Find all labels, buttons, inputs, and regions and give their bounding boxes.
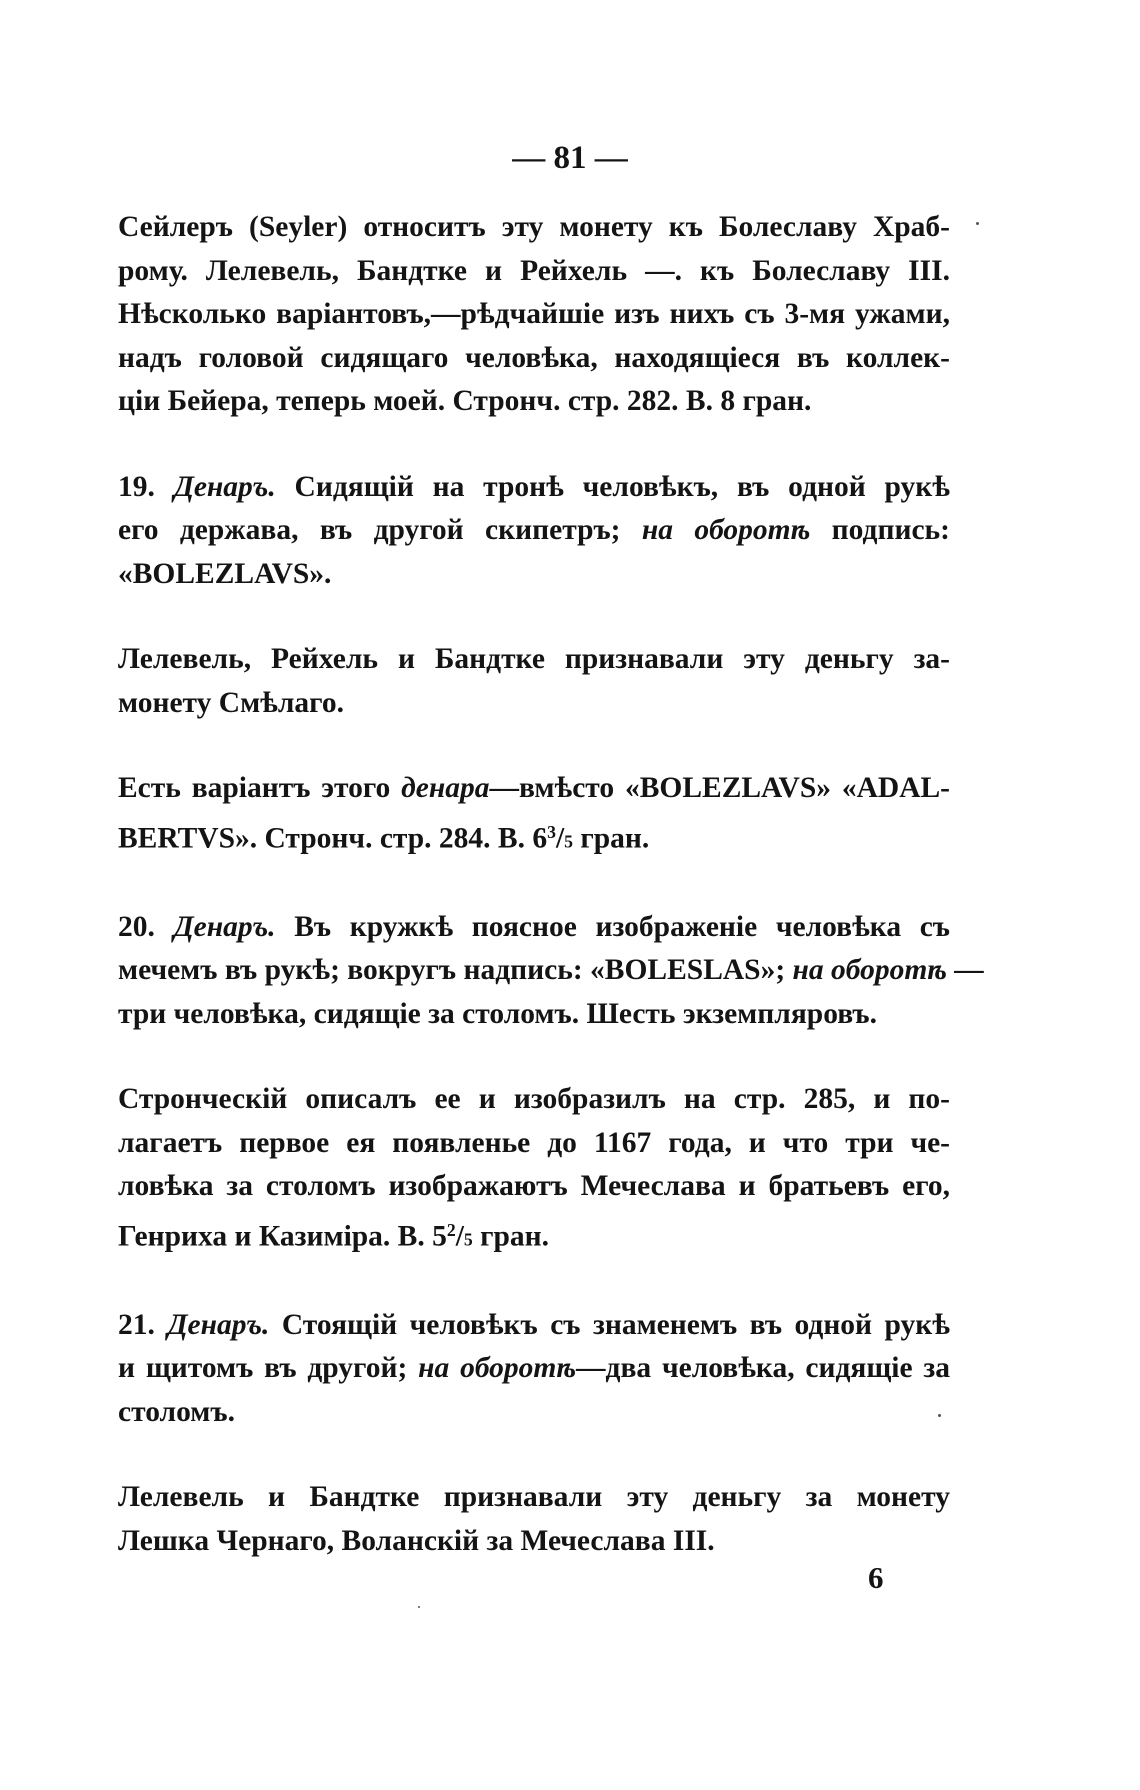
text-line: рому. Лелевель, Бандтке и Рейхель —. къ Болеславу III. [118,254,950,287]
paragraph-gap [118,1262,950,1304]
text-line: три человѣка, сидящіе за столомъ. Шесть экземпляровъ. [118,997,877,1030]
text-line: Есть варіантъ этого денара—вмѣсто «BOLEZLAVS» «ADAL- [118,772,951,804]
text-line: «BOLEZLAVS». [118,557,332,590]
italic-term: Денаръ. [173,910,276,943]
signature-mark: 6 [868,1560,884,1595]
text-line: 21. Денаръ. Стоящій человѣкъ съ знаменемъ въ одной рукѣ [118,1308,950,1341]
italic-term: Денаръ. [167,1308,270,1341]
paragraph [118,1078,950,1262]
paragraph-gap [118,1036,950,1078]
paragraph [118,906,984,1037]
paragraph-gap [118,725,950,767]
text-line: BERTVS». Стронч. стр. 284. В. $6^3/5$ гран. [118,821,650,855]
paragraph-gap [118,424,950,466]
print-speck [938,1414,941,1417]
text-line: ціи Бейера, теперь моей. Стронч. стр. 282. В. 8 гран. [118,385,812,417]
text-line: его держава, въ другой скипетръ; на оборотѣ подпись: [118,514,950,546]
page-number: — 81 — [512,140,628,176]
text-line: 19. Денаръ. Сидящій на тронѣ человѣкъ, въ одной рукѣ [118,470,951,503]
fraction-numerator: 3 [547,821,556,842]
text-line: Лелевель, Рейхель и Бандтке признавали эту деньгу за- [118,643,950,675]
paragraph [118,1304,950,1435]
text-line: Генриха и Казиміра. В. $5^2/5$ гран. [118,1219,550,1253]
paragraph [118,206,950,424]
fraction-denominator: 5 [463,1229,473,1250]
text-line: 20. Денаръ. Въ кружкѣ поясное изображеніе человѣка съ [118,910,950,943]
italic-term: на оборотѣ [418,1352,577,1385]
text-line: ловѣка за столомъ изображаютъ Мечеслава и братьевъ его, [118,1170,950,1203]
paragraph [118,1476,950,1563]
italic-term: на оборотѣ [641,514,811,546]
text-line: Сейлеръ (Seyler) относитъ эту монету къ Болеславу Храб- [118,211,950,243]
text-line: столомъ. [118,1395,235,1428]
text-line: и щитомъ въ другой; на оборотѣ—два человѣка, сидящіе за [118,1352,950,1385]
text-line: Лешка Чернаго, Воланскій за Мечеслава III. [118,1524,715,1557]
text-line: надъ головой сидящаго человѣка, находящіеся въ коллек- [118,341,950,374]
print-speck [418,1606,420,1608]
paragraph [118,466,950,597]
text-line: Нѣсколько варіантовъ,—рѣдчайшіе изъ нихъ съ 3-мя ужами, [118,298,950,330]
italic-term: на оборотѣ — [792,954,984,987]
text-line: Лелевель и Бандтке признавали эту деньгу за монету [118,1481,950,1514]
paragraph-gap [118,596,950,638]
text-line: Стронческій описалъ ее и изобразилъ на стр. 285, и по- [118,1083,950,1116]
fraction-numerator: 2 [446,1219,456,1240]
text-line: монету Смѣлаго. [118,686,344,719]
paragraph [118,638,950,725]
text-line: лагаетъ первое ея появленье до 1167 года, и что три че- [118,1126,950,1159]
italic-term: Денаръ. [173,470,276,503]
paragraph [118,767,950,864]
print-speck [976,222,979,225]
body-text [118,206,984,1563]
fraction-denominator: 5 [564,831,573,852]
paragraph-gap [118,864,950,906]
paragraph-gap [118,1434,950,1476]
text-line: мечемъ въ рукѣ; вокругъ надпись: «BOLESLAS»; на оборотѣ — [118,954,984,987]
italic-term: денара [401,772,490,804]
